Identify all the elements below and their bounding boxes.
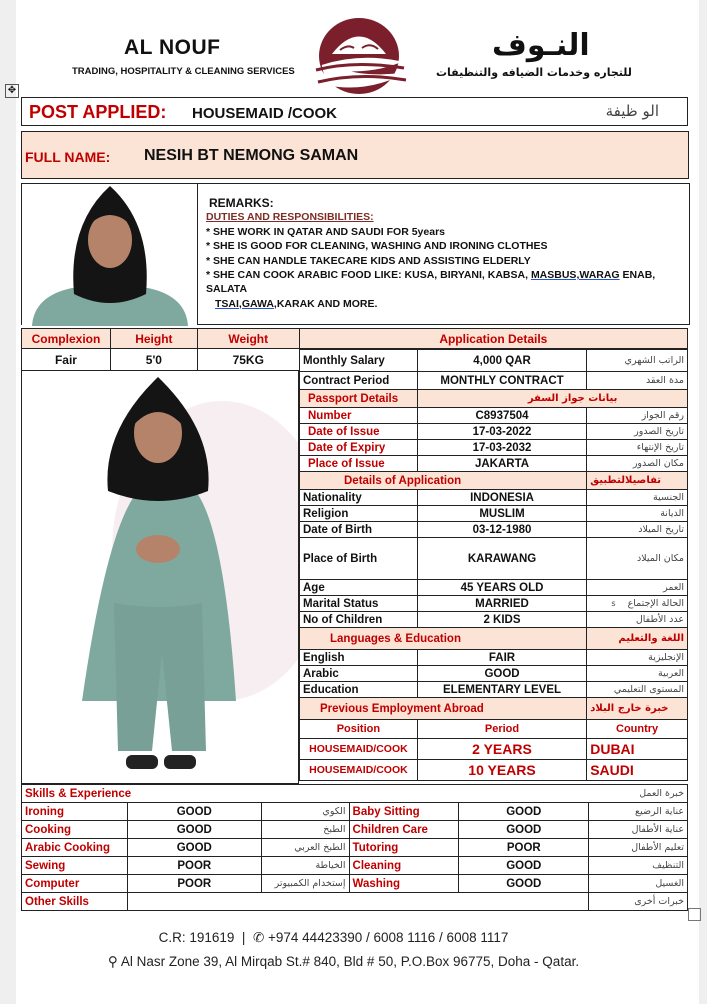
skill-baby-sitting-label: Baby Sitting xyxy=(349,803,459,821)
skill-arabic-cooking-ar: الطبخ العربي xyxy=(261,839,349,857)
passport-number-label: Number xyxy=(300,408,418,424)
children-label: No of Children xyxy=(300,612,418,628)
skill-cooking-value: GOOD xyxy=(127,821,261,839)
phone-icon: ✆ xyxy=(252,930,265,945)
post-applied-value: HOUSEMAID /COOK xyxy=(192,105,338,122)
company-name-ar: النـوف xyxy=(492,28,590,63)
passport-details-header-ar: بيانات جواز السفر xyxy=(417,390,687,408)
skill-computer-ar: إستخدام الكمبيوتر xyxy=(261,875,349,893)
page-right-edge xyxy=(699,0,707,1004)
full-name-row xyxy=(21,131,689,179)
monthly-salary-ar: الراتب الشهري xyxy=(587,350,688,372)
skill-cleaning-label: Cleaning xyxy=(349,857,459,875)
contract-period-label: Contract Period xyxy=(300,372,418,390)
skill-tutoring-value: POOR xyxy=(459,839,589,857)
skill-children-care-value: GOOD xyxy=(459,821,589,839)
place-of-issue-value: JAKARTA xyxy=(417,456,586,472)
skill-sewing-value: POOR xyxy=(127,857,261,875)
position-header: Position xyxy=(300,720,418,739)
age-ar: العمر xyxy=(587,580,688,596)
skills-table xyxy=(21,784,688,911)
other-skills-ar: خبرات أخرى xyxy=(589,893,688,911)
employment-position: HOUSEMAID/COOK xyxy=(300,760,418,781)
monthly-salary-label: Monthly Salary xyxy=(300,350,418,372)
portrait-photo xyxy=(21,183,197,325)
place-of-birth-value: KARAWANG xyxy=(417,538,586,580)
passport-details-header: Passport Details xyxy=(300,390,418,408)
religion-label: Religion xyxy=(300,506,418,522)
skill-washing-value: GOOD xyxy=(459,875,589,893)
education-label: Education xyxy=(300,682,418,698)
date-of-birth-value: 03-12-1980 xyxy=(417,522,586,538)
company-tagline-ar: للتجاره وخدمات الضيافه والتنظيفات xyxy=(436,66,632,79)
place-of-issue-label: Place of Issue xyxy=(300,456,418,472)
english-value: FAIR xyxy=(417,650,586,666)
skill-children-care-label: Children Care xyxy=(349,821,459,839)
complexion-header: Complexion xyxy=(22,329,111,349)
date-of-birth-label: Date of Birth xyxy=(300,522,418,538)
remark-text: MASBUS,WARAG xyxy=(530,269,620,282)
skill-cleaning-ar: التنظيف xyxy=(589,857,688,875)
employment-period: 2 YEARS xyxy=(417,739,586,760)
contract-period-ar: مدة العقد xyxy=(587,372,688,390)
age-value: 45 YEARS OLD xyxy=(417,580,586,596)
english-ar: الإنجليزية xyxy=(587,650,688,666)
full-name-value: NESIH BT NEMONG SAMAN xyxy=(144,147,359,164)
previous-employment-header-ar: خبرة خارج البلاد xyxy=(587,698,688,720)
nationality-value: INDONESIA xyxy=(417,490,586,506)
remark-text: ENAB, xyxy=(619,269,656,282)
date-of-issue-value: 17-03-2022 xyxy=(417,424,586,440)
passport-number-ar: رقم الجواز xyxy=(587,408,688,424)
languages-header-ar: اللغة والتعليم xyxy=(587,628,688,650)
children-value: 2 KIDS xyxy=(417,612,586,628)
skill-cooking-label: Cooking xyxy=(22,821,128,839)
weight-header: Weight xyxy=(197,329,299,349)
details-of-application-header-ar: تفاصيلالتطبيق xyxy=(587,472,688,490)
company-logo xyxy=(304,14,414,98)
marital-status-ar-cell xyxy=(587,596,688,612)
letterhead xyxy=(24,10,696,96)
other-skills-value xyxy=(127,893,588,911)
height-header: Height xyxy=(110,329,197,349)
date-of-issue-ar: تاريخ الصدور xyxy=(587,424,688,440)
skill-ironing-value: GOOD xyxy=(127,803,261,821)
date-of-birth-ar: تاريخ الميلاد xyxy=(587,522,688,538)
remarks-title: REMARKS: xyxy=(209,196,274,210)
address: Al Nasr Zone 39, Al Mirqab St.# 840, Bld # 50, P.O.Box 96775, Doha - Qatar. xyxy=(120,954,580,969)
employment-period: 10 YEARS xyxy=(417,760,586,781)
place-of-birth-label: Place of Birth xyxy=(300,538,418,580)
skill-sewing-label: Sewing xyxy=(22,857,128,875)
skill-baby-sitting-value: GOOD xyxy=(459,803,589,821)
move-handle-icon[interactable]: ✥ xyxy=(5,84,19,98)
languages-header: Languages & Education xyxy=(300,628,587,650)
skills-header: Skills & Experience xyxy=(22,785,350,803)
education-value: ELEMENTARY LEVEL xyxy=(417,682,586,698)
skill-ironing-ar: الكوي xyxy=(261,803,349,821)
period-header: Period xyxy=(417,720,586,739)
footer-address-line xyxy=(0,954,707,970)
marital-status-value: MARRIED xyxy=(417,596,586,612)
post-applied-label-ar: الو ظيفة xyxy=(605,102,659,120)
details-of-application-header: Details of Application xyxy=(300,472,587,490)
height-value: 5'0 xyxy=(110,349,197,371)
remark-line: * SHE IS GOOD FOR CLEANING, WASHING AND IRONING CLOTHES xyxy=(206,240,548,253)
details-column xyxy=(299,349,688,781)
full-name-label: FULL NAME: xyxy=(25,149,111,165)
date-of-expiry-value: 17-03-2032 xyxy=(417,440,586,456)
full-body-figure xyxy=(22,371,299,784)
skill-baby-sitting-ar: عناية الرضيع xyxy=(589,803,688,821)
place-of-issue-ar: مكان الصدور xyxy=(587,456,688,472)
employment-country: DUBAI xyxy=(587,739,688,760)
date-of-issue-label: Date of Issue xyxy=(300,424,418,440)
company-tagline-en: TRADING, HOSPITALITY & CLEANING SERVICES xyxy=(72,66,295,77)
remark-line: * SHE CAN HANDLE TAKECARE KIDS AND ASSISTING ELDERLY xyxy=(206,254,531,267)
skill-cooking-ar: الطبخ xyxy=(261,821,349,839)
arabic-label: Arabic xyxy=(300,666,418,682)
skill-computer-label: Computer xyxy=(22,875,128,893)
portrait-figure xyxy=(22,184,198,326)
nationality-ar: الجنسية xyxy=(587,490,688,506)
employment-country: SAUDI xyxy=(587,760,688,781)
passport-number-value: C8937504 xyxy=(417,408,586,424)
duties-subtitle: DUTIES AND RESPONSIBILITIES: xyxy=(206,211,374,224)
country-header: Country xyxy=(587,720,688,739)
date-of-expiry-ar: تاريخ الإنتهاء xyxy=(587,440,688,456)
remark-line xyxy=(215,297,681,311)
arabic-ar: العربية xyxy=(587,666,688,682)
remark-text: TSAI,GAWA xyxy=(215,297,274,310)
religion-value: MUSLIM xyxy=(417,506,586,522)
remark-text: ,KARAK AND MORE. xyxy=(273,297,378,310)
religion-ar: الديانة xyxy=(587,506,688,522)
remarks-box xyxy=(197,183,690,325)
weight-value: 75KG xyxy=(197,349,299,371)
remark-line xyxy=(206,268,681,282)
skill-sewing-ar: الخياطة xyxy=(261,857,349,875)
education-ar: المستوى التعليمي xyxy=(587,682,688,698)
skill-tutoring-label: Tutoring xyxy=(349,839,459,857)
location-pin-icon: ⚲ xyxy=(107,954,118,969)
other-skills-label: Other Skills xyxy=(22,893,128,911)
resize-handle[interactable] xyxy=(688,908,701,921)
skill-cleaning-value: GOOD xyxy=(459,857,589,875)
employment-position: HOUSEMAID/COOK xyxy=(300,739,418,760)
marital-status-ar: الحالة الإجتماع xyxy=(627,598,684,609)
contract-period-value: MONTHLY CONTRACT xyxy=(417,372,586,390)
skill-washing-label: Washing xyxy=(349,875,459,893)
monthly-salary-value: 4,000 QAR xyxy=(417,350,586,372)
skill-ironing-label: Ironing xyxy=(22,803,128,821)
remark-text: * SHE CAN COOK ARABIC FOOD LIKE: KUSA, BIRYANI, KABSA, xyxy=(206,269,531,282)
cr-number: C.R: 191619 xyxy=(158,930,235,945)
children-ar: عدد الأطفال xyxy=(587,612,688,628)
age-label: Age xyxy=(300,580,418,596)
page-left-edge xyxy=(0,0,16,1004)
skill-arabic-cooking-value: GOOD xyxy=(127,839,261,857)
arabic-value: GOOD xyxy=(417,666,586,682)
skill-washing-ar: الغسيل xyxy=(589,875,688,893)
place-of-birth-ar: مكان الميلاد xyxy=(587,538,688,580)
phone-numbers: +974 44423390 / 6008 1116 / 6008 1117 xyxy=(268,930,509,945)
skill-children-care-ar: عناية الأطفال xyxy=(589,821,688,839)
footer xyxy=(0,930,707,970)
skill-arabic-cooking-label: Arabic Cooking xyxy=(22,839,128,857)
application-details-header: Application Details xyxy=(299,329,687,349)
marital-status-ar-extra: s xyxy=(611,599,616,608)
marital-status-label: Marital Status xyxy=(300,596,418,612)
company-name-en: AL NOUF xyxy=(124,36,221,59)
remark-line: SALATA xyxy=(206,283,248,296)
remark-line: * SHE WORK IN QATAR AND SAUDI FOR 5years xyxy=(206,225,446,238)
post-applied-row xyxy=(21,97,688,126)
english-label: English xyxy=(300,650,418,666)
previous-employment-header: Previous Employment Abroad xyxy=(300,698,587,720)
date-of-expiry-label: Date of Expiry xyxy=(300,440,418,456)
footer-contact-line: C.R: 191619 | ✆ +974 44423390 / 6008 1116 / 6008 1117 xyxy=(158,930,509,945)
full-body-photo xyxy=(21,371,299,784)
skill-tutoring-ar: تعليم الأطفال xyxy=(589,839,688,857)
complexion-value: Fair xyxy=(22,349,111,371)
skills-header-ar: خبرة العمل xyxy=(349,785,687,803)
nationality-label: Nationality xyxy=(300,490,418,506)
skill-computer-value: POOR xyxy=(127,875,261,893)
post-applied-label: POST APPLIED: xyxy=(29,102,167,122)
